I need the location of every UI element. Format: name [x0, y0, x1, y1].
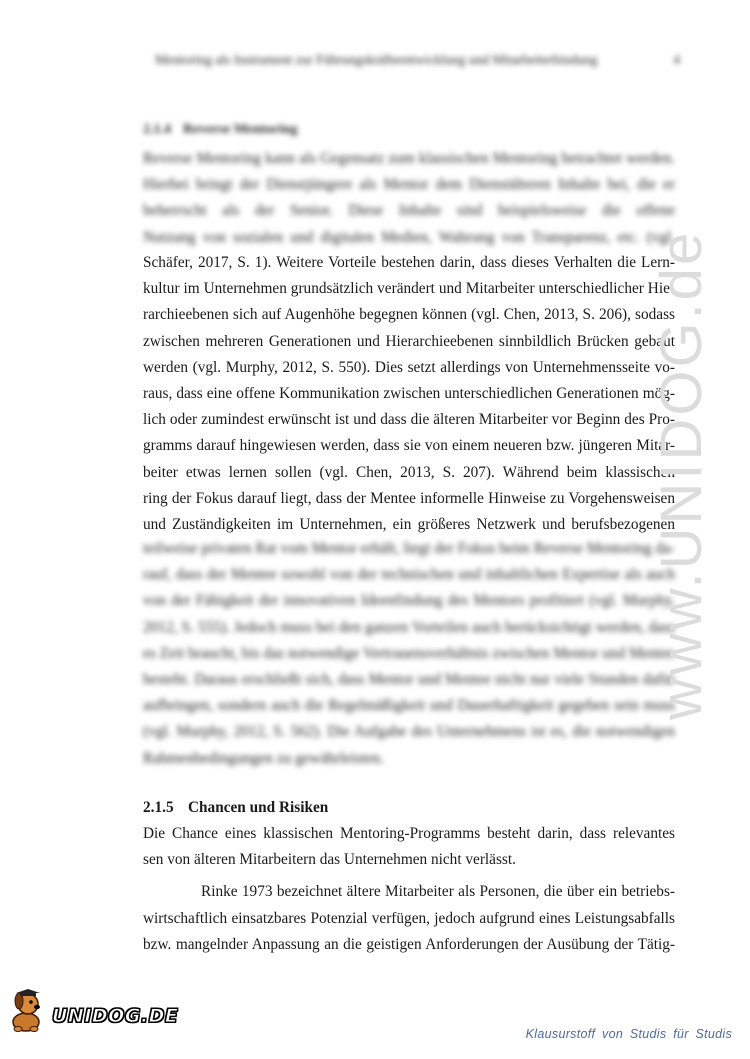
section-number: 2.1.4 — [143, 122, 171, 137]
text-line: werden (vgl. Murphy, 2012, S. 550). Dies setzt allerdings von Unternehmensseite vo- — [143, 358, 675, 376]
text-line: es Zeit braucht, bis das notwendige Vertrauensverhältnis zwischen Mentor und Mentee — [143, 644, 675, 662]
text-line: zwischen mehreren Generationen und Hierarchieebenen sinnbildlich Brücken gebaut — [143, 332, 675, 350]
text-line: rauf, dass der Mentee sowohl von der technischen und inhaltlichen Expertise als auch — [143, 566, 675, 584]
text-line: Reverse Mentoring kann als Gegensatz zum klassischen Mentoring betrachtet werden. — [143, 150, 675, 167]
section-title: Reverse Mentoring — [183, 122, 298, 137]
running-header — [155, 52, 680, 68]
text-line: und Zuständigkeiten im Unternehmen, ein größeres Netzwerk und berufsbezogenen — [143, 515, 675, 533]
text-line: 2012, S. 555). Jedoch muss bei den ganzen Vorteilen auch berücksichtigt werden, dass — [143, 618, 675, 636]
text-line: teilweise privaten Rat vom Mentor erhält, liegt der Fokus beim Reverse Mentoring da- — [143, 540, 675, 557]
section-heading-2-1-4 — [143, 122, 298, 138]
blurred-paragraph-top — [143, 146, 675, 251]
clear-paragraph — [143, 250, 675, 538]
footer-brand: UNIDOG.DE — [52, 1005, 179, 1027]
page-number: 4 — [673, 52, 680, 67]
text-line: sen von älteren Mitarbeitern das Unternehmen nicht verlässt. — [143, 851, 516, 869]
text-line: von der Fähigkeit der innovativen Ideenfindung des Mentors profitiert (vgl. Murphy, — [143, 592, 675, 610]
text-line: kultur im Unternehmen grundsätzlich verändert und Mitarbeiter unterschiedlicher Hie- — [143, 280, 675, 298]
running-title: Mentoring als Instrument zur Führungskräfteentwicklung und Mitarbeiterbindung — [155, 52, 598, 67]
text-line: raus, dass eine offene Kommunikation zwischen unterschiedlichen Generationen mög- — [143, 384, 675, 402]
text-line: beiter etwas lernen sollen (vgl. Chen, 2013, S. 207). Während beim klassischen — [143, 463, 675, 481]
text-line: wirtschaftlich einsatzbares Potenzial verfügen, jedoch aufgrund eines Leistungsabfalls — [143, 909, 675, 927]
section-number: 2.1.5 — [143, 799, 174, 816]
text-line: besteht. Daraus erschließt sich, dass Mentor und Mentee nicht nur viele Stunden dafür — [143, 670, 675, 688]
footer-logo[interactable] — [6, 988, 178, 1034]
text-line: beherrscht als der Senior. Diese Inhalte sind beispielsweise die offene — [143, 202, 675, 220]
section-2-1-5 — [143, 795, 675, 958]
text-line: aufbringen, sondern auch die Regelmäßigkeit und Dauerhaftigkeit gegeben sein muss — [143, 697, 675, 715]
blurred-paragraph-bottom — [143, 536, 675, 772]
text-line: Die Chance eines klassischen Mentoring-Programms besteht darin, dass relevantes — [143, 825, 675, 842]
footer-tagline: Klausurstoff von Studis für Studis — [525, 1027, 732, 1041]
text-line: Nutzung von sozialen und digitalen Medien, Wahrung von Transparenz, etc. (vgl. — [143, 228, 675, 246]
section-title: Chancen und Risiken — [188, 799, 329, 816]
text-line: Rahmenbedingungen zu gewährleisten. — [143, 749, 384, 767]
text-line: lich oder zumindest erwünscht ist und dass die älteren Mitarbeiter vor Beginn des Pro- — [143, 411, 675, 429]
watermark: www.UNIDOG.de — [649, 229, 714, 720]
section-heading-2-1-5 — [143, 795, 675, 821]
text-line: Schäfer, 2017, S. 1). Weitere Vorteile bestehen darin, dass dieses Verhalten die Lern- — [143, 254, 675, 271]
dog-mascot-icon — [6, 988, 48, 1034]
text-line: bzw. mangelnder Anpassung an die geistigen Anforderungen der Ausübung der Tätig- — [143, 935, 675, 953]
text-line: rarchieebenen sich auf Augenhöhe begegnen können (vgl. Chen, 2013, S. 206), sodass — [143, 306, 675, 324]
text-line: Rinke 1973 bezeichnet ältere Mitarbeiter als Personen, die über ein betriebs- — [201, 883, 675, 901]
text-line: Hierbei bringt der Dienstjüngere als Mentor dem Dienstälteren Inhalte bei, die er — [143, 176, 675, 194]
text-line: (vgl. Murphy, 2012, S. 562). Die Aufgabe des Unternehmens ist es, die notwendigen — [143, 723, 675, 741]
text-line: gramms darauf hingewiesen werden, dass sie von einem neueren bzw. jüngeren Mitar- — [143, 437, 675, 455]
text-line: ring der Fokus darauf liegt, dass der Mentee informelle Hinweise zu Vorgehensweisen — [143, 489, 675, 507]
